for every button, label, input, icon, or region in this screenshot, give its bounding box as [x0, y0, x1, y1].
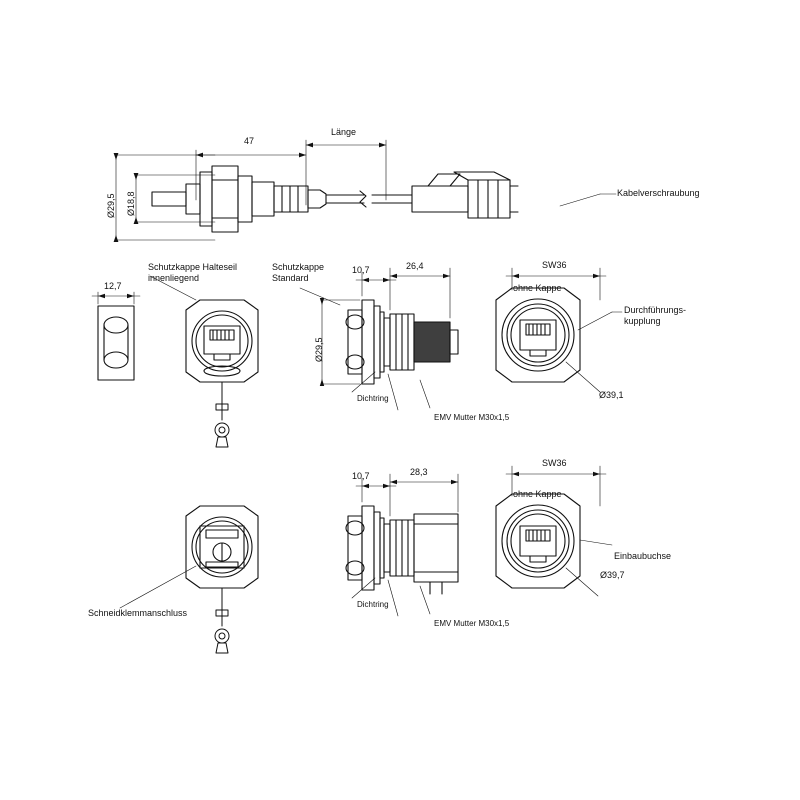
- top-rj45-plug: [412, 172, 518, 218]
- dim-row3-horizontal: [356, 474, 458, 516]
- lanyard-row3: [215, 588, 229, 653]
- label-einbaubuchse: Einbaubuchse: [614, 551, 672, 561]
- label-schutzkappe-standard-line2: Standard: [272, 273, 309, 283]
- dimension-label-d29-5-top: Ø29,5: [106, 193, 116, 218]
- dim-sw36-bottom: [506, 466, 612, 596]
- label-durchfuehrungskupplung-line2: kupplung: [624, 316, 661, 326]
- front-view-coupler: [496, 288, 580, 382]
- dimension-label-10-7-bot: 10,7: [352, 471, 370, 481]
- dimension-label-28-3: 28,3: [410, 467, 428, 477]
- dimension-label-47: 47: [244, 136, 255, 146]
- dimension-label-26-4: 26,4: [406, 261, 424, 271]
- dimension-label-d39-1: Ø39,1: [599, 390, 624, 400]
- label-schutzkappe-halteseil-line1: Schutzkappe Halteseil: [148, 262, 238, 272]
- label-kabelverschraubung: Kabelverschraubung: [617, 188, 700, 198]
- cap-plate: [98, 306, 134, 380]
- label-schutzkappe-halteseil-line2: innenliegend: [148, 273, 200, 283]
- side-view-coupler: [346, 300, 458, 384]
- dimension-label-10-7-mid: 10,7: [352, 265, 370, 275]
- dimension-label-12-7: 12,7: [104, 281, 122, 291]
- dim-12-7: [92, 292, 140, 304]
- dimension-label-d18-8: Ø18,8: [126, 191, 136, 216]
- dimension-label-d39-7: Ø39,7: [600, 570, 625, 580]
- label-emv-mutter-bot: EMV Mutter M30x1,5: [434, 619, 510, 628]
- label-schutzkappe-standard-line1: Schutzkappe: [272, 262, 325, 272]
- label-ohne-kappe-top: ohne Kappe: [513, 283, 562, 293]
- front-view-receptacle: [496, 494, 580, 588]
- label-dichtring-mid: Dichtring: [357, 394, 389, 403]
- dimension-label-sw36-top: SW36: [542, 260, 567, 270]
- label-emv-mutter-mid: EMV Mutter M30x1,5: [434, 413, 510, 422]
- front-view-idc: [186, 506, 258, 588]
- side-view-receptacle: [346, 506, 458, 594]
- label-schneidklemmanschluss: Schneidklemmanschluss: [88, 608, 188, 618]
- dimension-label-sw36-bot: SW36: [542, 458, 567, 468]
- dimension-label-d29-5-mid: Ø29,5: [314, 337, 324, 362]
- label-durchfuehrungskupplung-line1: Durchführungs-: [624, 305, 687, 315]
- label-ohne-kappe-bot: ohne Kappe: [513, 489, 562, 499]
- dimension-label-laenge: Länge: [331, 127, 357, 137]
- label-dichtring-bot: Dichtring: [357, 600, 389, 609]
- lanyard-row2: [215, 382, 229, 447]
- front-view-lanyard: [186, 300, 258, 382]
